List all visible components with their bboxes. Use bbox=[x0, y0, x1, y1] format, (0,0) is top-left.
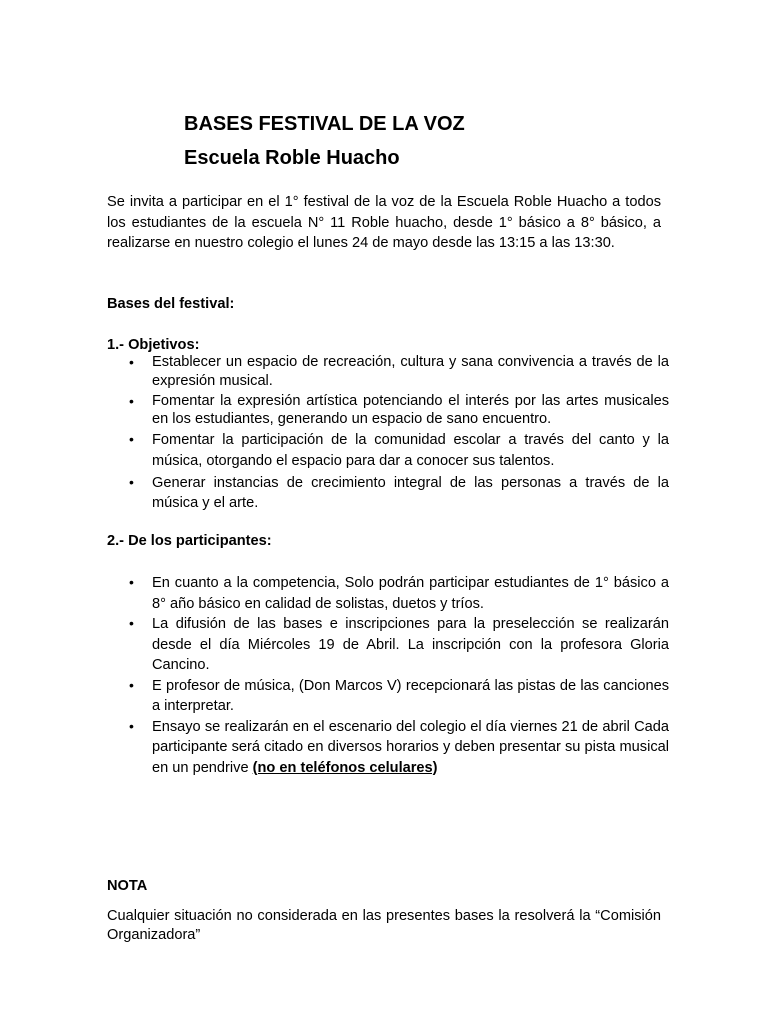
list-item bbox=[107, 473, 669, 514]
participantes-list bbox=[107, 573, 669, 778]
nota-heading: NOTA bbox=[107, 878, 148, 894]
objetivos-heading: 1.- Objetivos: bbox=[107, 337, 200, 353]
list-item-text: La difusión de las bases e inscripciones para la preselección se realizarán desde el día Miércoles 19 de Abril. La inscripción con la profesora Gloria Cancino. bbox=[152, 616, 669, 673]
bases-heading: Bases del festival: bbox=[107, 296, 235, 312]
bullet-icon: • bbox=[129, 615, 134, 631]
list-item-text: Establecer un espacio de recreación, cultura y sana convivencia a través de la expresión musical. bbox=[152, 354, 669, 389]
bullet-icon: • bbox=[129, 431, 134, 447]
bullet-icon: • bbox=[129, 717, 134, 734]
bullet-icon: • bbox=[129, 354, 134, 370]
list-item bbox=[107, 430, 669, 471]
bullet-icon: • bbox=[129, 473, 134, 490]
intro-paragraph: Se invita a participar en el 1° festival de la voz de la Escuela Roble Huacho a todos los estudiantes de la escuela N° 11 Roble huacho, desde 1° básico a 8° básico, a realizarse en nuestro colegio el lunes 24 de mayo desde las 13:15 a las 13:30. bbox=[107, 194, 661, 251]
list-item bbox=[107, 614, 669, 676]
bullet-icon: • bbox=[129, 574, 134, 590]
objetivos-list bbox=[107, 353, 669, 515]
list-item-text: Fomentar la expresión artística potenciando el interés por las artes musicales en los estudiantes, generando un espacio de sano encuentro. bbox=[152, 392, 669, 427]
list-item-text: Fomentar la participación de la comunidad escolar a través del canto y la música, otorgando el espacio para dar a conocer sus talentos. bbox=[152, 432, 669, 469]
bullet-icon: • bbox=[129, 676, 134, 693]
list-item bbox=[107, 353, 669, 390]
document-title: BASES FESTIVAL DE LA VOZ bbox=[184, 113, 465, 135]
list-item bbox=[107, 573, 669, 614]
nota-paragraph: Cualquier situación no considerada en las presentes bases la resolverá la “Comisión Organizadora” bbox=[107, 908, 661, 943]
emphasis-no-celulares: (no en teléfonos celulares) bbox=[252, 759, 438, 776]
participantes-heading: 2.- De los participantes: bbox=[107, 533, 272, 549]
list-item bbox=[107, 392, 669, 429]
bullet-icon: • bbox=[129, 392, 134, 409]
list-item-text: En cuanto a la competencia, Solo podrán participar estudiantes de 1° básico a 8° año básico en calidad de solistas, duetos y tríos. bbox=[152, 575, 669, 612]
list-item-text: Generar instancias de crecimiento integral de las personas a través de la música y el arte. bbox=[152, 474, 669, 511]
document-subtitle: Escuela Roble Huacho bbox=[184, 147, 400, 169]
list-item-text: E profesor de música, (Don Marcos V) recepcionará las pistas de las canciones a interpretar. bbox=[152, 677, 669, 714]
list-item bbox=[107, 717, 669, 779]
list-item bbox=[107, 676, 669, 717]
list-item-text: Ensayo se realizarán en el escenario del colegio el día viernes 21 de abril Cada participante será citado en diversos horarios y deben presentar su pista musical en un pendrive bbox=[152, 718, 669, 776]
